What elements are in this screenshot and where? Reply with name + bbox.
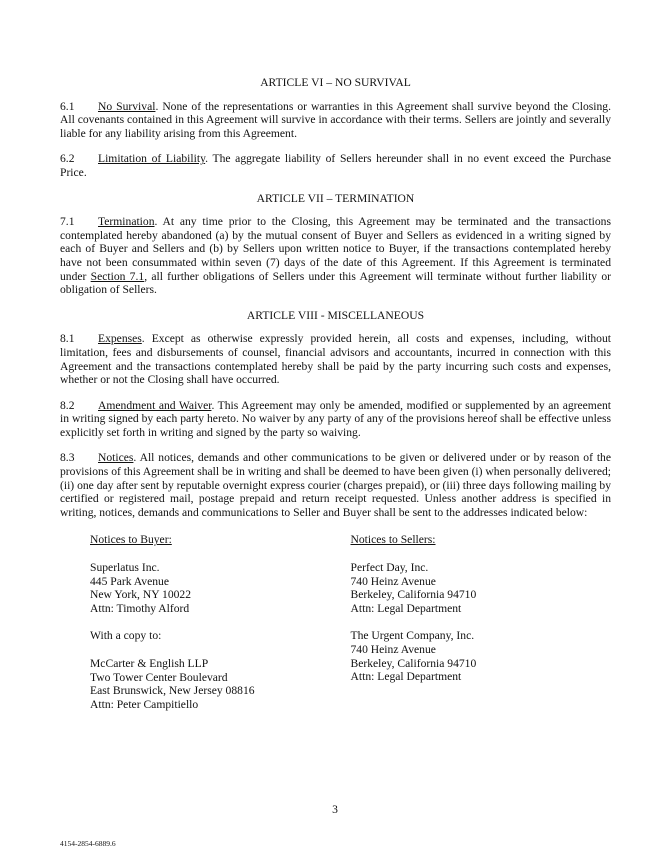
document-code: 4154-2854-6889.6 bbox=[60, 839, 116, 848]
address-line: New York, NY 10022 bbox=[90, 588, 192, 602]
buyer-copy-address bbox=[90, 657, 351, 711]
section-body: . None of the representations or warranties in this Agreement shall survive beyond the Closing. All covenants contained in this Agreement will survive in accordance with their terms. Sellers are jointly and severally liable for any liability arising from this Agreement. bbox=[60, 99, 611, 140]
address-line: Two Tower Center Boulevard bbox=[90, 670, 228, 684]
copy-to-label: With a copy to: bbox=[90, 629, 162, 643]
article-vi-title: ARTICLE VI – NO SURVIVAL bbox=[260, 76, 411, 89]
section-number: 6.2 bbox=[60, 152, 75, 166]
section-heading: Amendment and Waiver bbox=[98, 398, 212, 412]
section-body: . Except as otherwise expressly provided herein, all costs and expenses, including, without limitation, fees and disbursements of counsel, financial advisors and accountants, incurred in connection with this Agreement and the transactions contemplated hereby shall be paid by the party incurring such costs and expenses, whether or not the Closing shall have occurred. bbox=[60, 332, 611, 387]
address-line: Attn: Legal Department bbox=[350, 601, 462, 615]
address-line: Berkeley, California 94710 bbox=[350, 656, 477, 670]
section-number: 8.1 bbox=[60, 332, 75, 346]
section-heading: Termination bbox=[98, 215, 155, 229]
section-8-2 bbox=[60, 399, 611, 440]
article-viii-title: ARTICLE VIII - MISCELLANEOUS bbox=[246, 308, 425, 322]
section-body-continued: , all further obligations of Sellers under this Agreement will terminate without further liability or obligation of Sellers. bbox=[60, 269, 612, 297]
address-line: Superlatus Inc. bbox=[90, 561, 160, 575]
section-number: 6.1 bbox=[60, 99, 75, 113]
section-8-3 bbox=[60, 451, 611, 519]
section-number: 8.3 bbox=[60, 451, 75, 465]
section-body: . At any time prior to the Closing, this Agreement may be terminated and the transactions contemplated hereby abandoned (a) by the mutual consent of Buyer and Sellers as evidenced in a writing signed by each of Buyer and Sellers and (b) by Sellers upon written notice to Buyer, if the transactions contemplated hereby have not been consummated within seven (7) days of the date of this Agreement. If this Agreement is terminated under bbox=[60, 215, 611, 283]
address-line: 445 Park Avenue bbox=[90, 574, 169, 588]
address-line: 740 Heinz Avenue bbox=[350, 643, 436, 656]
address-line: Attn: Peter Campitiello bbox=[90, 697, 199, 711]
address-line: Perfect Day, Inc. bbox=[350, 561, 429, 575]
address-line: McCarter & English LLP bbox=[90, 657, 209, 670]
document-body bbox=[60, 76, 611, 725]
section-8-1 bbox=[60, 332, 611, 386]
sellers-notice-column bbox=[351, 533, 612, 725]
section-number: 8.2 bbox=[60, 398, 75, 412]
address-line: Attn: Timothy Alford bbox=[90, 601, 190, 615]
section-heading: Notices bbox=[98, 451, 134, 465]
section-body: . All notices, demands and other communications to be given or delivered under or by reason of the provisions of this Agreement shall be in writing and shall be deemed to have been given (i) when personally delivered; (ii) one day after sent by reputable overnight express courier (charges prepaid), or (iii) three days following mailing by certified or registered mail, postage prepaid and return receipt requested. Unless another address is specified in writing, notices, demands and communications to Seller and Buyer shall be sent to the addresses indicated below: bbox=[60, 451, 611, 519]
section-number: 7.1 bbox=[60, 215, 75, 229]
buyer-address bbox=[90, 561, 351, 615]
sellers-notice-heading: Notices to Sellers: bbox=[350, 533, 436, 547]
section-6-2 bbox=[60, 152, 611, 179]
seller-address-perfect-day bbox=[351, 561, 612, 615]
article-vii-title: ARTICLE VII – TERMINATION bbox=[256, 191, 415, 205]
address-line: East Brunswick, New Jersey 08816 bbox=[90, 684, 255, 698]
buyer-notice-column bbox=[90, 533, 351, 725]
section-7-1 bbox=[60, 215, 611, 297]
section-heading: No Survival bbox=[98, 99, 156, 113]
address-line: 740 Heinz Avenue bbox=[350, 574, 436, 588]
section-body: . The aggregate liability of Sellers hereunder shall in no event exceed the Purchase Price. bbox=[60, 152, 612, 179]
seller-address-urgent-company bbox=[351, 629, 612, 683]
address-line: Berkeley, California 94710 bbox=[350, 588, 477, 602]
section-heading: Expenses bbox=[98, 332, 142, 346]
address-line: The Urgent Company, Inc. bbox=[350, 629, 475, 643]
section-6-1 bbox=[60, 100, 611, 141]
address-line: Attn: Legal Department bbox=[350, 670, 462, 684]
notice-addresses bbox=[90, 533, 611, 725]
page-number: 3 bbox=[332, 803, 338, 816]
section-heading: Limitation of Liability bbox=[98, 152, 206, 166]
section-cross-reference: Section 7.1 bbox=[90, 269, 145, 283]
buyer-notice-heading: Notices to Buyer: bbox=[90, 533, 172, 547]
section-body: . This Agreement may only be amended, modified or supplemented by an agreement in writing signed by each party hereto. No waiver by any party of any of the provisions hereof shall be effective unless explicitly set forth in writing and signed by the party so waiving. bbox=[60, 398, 611, 439]
